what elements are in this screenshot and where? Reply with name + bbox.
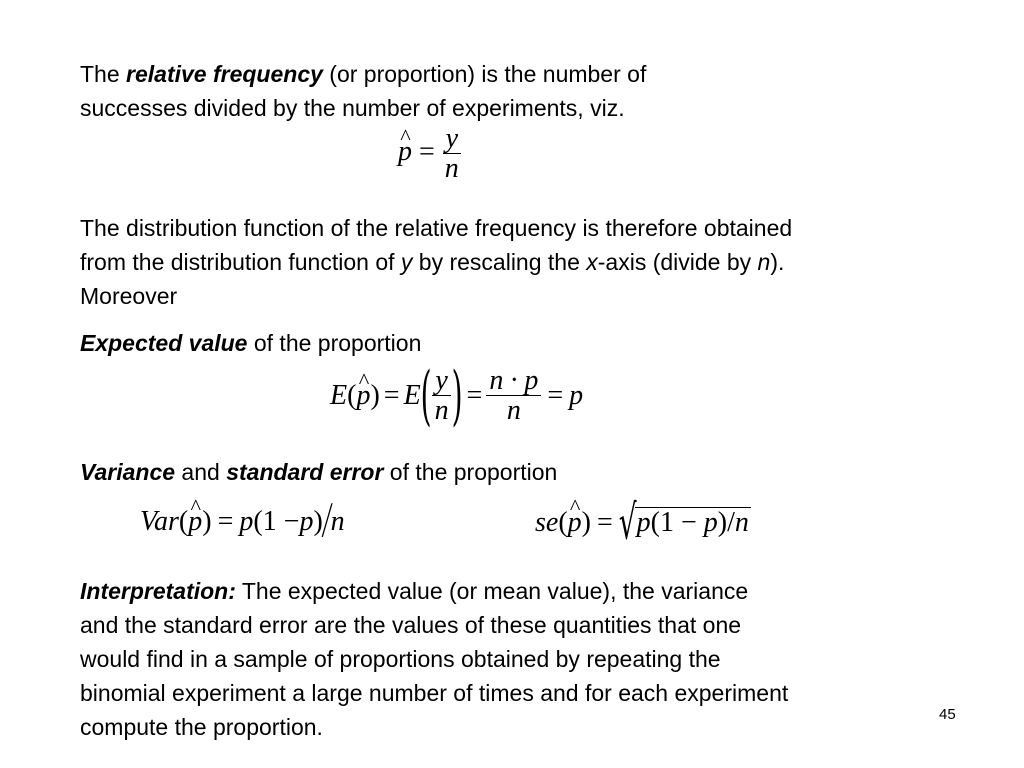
eq3-slash: / xyxy=(320,493,334,549)
interp-line4: binomial experiment a large number of times and for each experiment xyxy=(80,680,789,706)
eq4-rparen: ) xyxy=(581,506,591,538)
equation-expected-value xyxy=(330,357,584,434)
eq1-fraction xyxy=(442,124,462,184)
interp-line1-text: The expected value (or mean value), the variance xyxy=(235,578,749,604)
interp-line3: would find in a sample of proportions obtained by repeating the xyxy=(80,646,721,672)
para2-text-a: from the distribution function of xyxy=(80,249,401,275)
para2-text-c: -axis (divide by xyxy=(597,249,758,275)
eq4-se: se xyxy=(535,506,559,538)
eq2-fraction-2 xyxy=(486,366,541,426)
para1-post: (or proportion) is the number of xyxy=(322,61,647,87)
eq3-var: Var xyxy=(140,506,179,537)
para1-line1 xyxy=(80,57,646,91)
eq2-rparen: ) xyxy=(370,379,380,411)
variance-mid: and xyxy=(175,459,227,485)
eq3-p: p xyxy=(239,506,254,537)
para2-var-n: n xyxy=(757,249,771,275)
eq2-equals-2: = xyxy=(466,379,483,411)
para1-line2: successes divided by the number of experiments, viz. xyxy=(80,95,625,121)
equation-standard-error xyxy=(535,494,751,551)
eq2-big-lparen: ( xyxy=(420,357,432,434)
eq2-equals-3: = xyxy=(547,379,564,411)
variance-term: Variance xyxy=(80,459,176,485)
eq2-num1: y xyxy=(432,366,450,396)
variance-rest: of the proportion xyxy=(383,459,558,485)
eq4-one-minus: (1 − xyxy=(650,506,704,538)
eq3-rparen: ) xyxy=(202,506,212,537)
eq2-E: E xyxy=(330,379,348,411)
variance-heading xyxy=(80,455,557,489)
eq2-equals-1: = xyxy=(383,379,400,411)
relative-frequency-term: relative frequency xyxy=(126,61,323,87)
eq2-rhs-p: p xyxy=(569,379,584,411)
para2-var-y: y xyxy=(400,249,413,275)
eq4-p: p xyxy=(636,506,651,538)
expected-value-term: Expected value xyxy=(80,330,248,356)
eq3-lparen: ( xyxy=(178,506,189,537)
interp-line1 xyxy=(80,574,748,608)
eq4-n: n xyxy=(734,506,749,538)
eq2-den2: n xyxy=(506,395,521,427)
para2-text-b: by rescaling the xyxy=(412,249,587,275)
eq2-fraction-1 xyxy=(432,366,452,426)
para1-pre: The xyxy=(80,61,127,87)
eq1-denominator: n xyxy=(444,153,459,185)
eq4-rparen-slash: )/ xyxy=(717,506,735,538)
eq4-lparen: ( xyxy=(558,506,568,538)
eq3-one-minus: (1 − xyxy=(253,506,300,537)
expected-value-heading xyxy=(80,326,421,360)
para2-line1: The distribution function of the relative frequency is therefore obtained xyxy=(80,215,793,241)
equation-variance xyxy=(140,493,345,549)
interp-line2: and the standard error are the values of these quantities that one xyxy=(80,612,742,638)
para2-var-x: x xyxy=(586,249,598,275)
eq4-p2: p xyxy=(703,506,718,538)
eq2-big-rparen: ) xyxy=(451,357,463,434)
eq1-equals: = xyxy=(419,136,435,168)
para2-line3: Moreover xyxy=(80,283,178,309)
expected-value-rest: of the proportion xyxy=(247,330,422,356)
eq3-p2: p xyxy=(299,506,314,537)
eq4-phat: ^ p xyxy=(568,507,582,539)
eq2-lparen: ( xyxy=(347,379,357,411)
eq2-E2: E xyxy=(403,379,421,411)
eq1-phat: ^ p xyxy=(398,136,412,168)
para2-line2 xyxy=(80,245,784,279)
eq1-numerator: y xyxy=(443,124,461,154)
equation-phat xyxy=(398,124,462,184)
eq2-num2: n · p xyxy=(486,366,541,396)
page-number: 45 xyxy=(939,706,956,723)
eq2-phat: ^ p xyxy=(356,380,370,412)
eq2-den1: n xyxy=(434,395,449,427)
interp-line5: compute the proportion. xyxy=(80,714,323,740)
para2-text-d: ). xyxy=(770,249,785,275)
eq3-n: n xyxy=(330,506,345,537)
eq3-phat: ^ p xyxy=(188,506,202,538)
eq4-sqrt xyxy=(618,494,751,551)
eq4-radicand xyxy=(635,507,751,539)
eq3-equals: = xyxy=(217,506,234,537)
eq4-equals: = xyxy=(596,506,613,538)
eq3-rparen2: ) xyxy=(313,506,323,537)
sqrt-icon: √ xyxy=(618,494,637,551)
interpretation-term: Interpretation: xyxy=(80,578,236,604)
standard-error-term: standard error xyxy=(226,459,384,485)
